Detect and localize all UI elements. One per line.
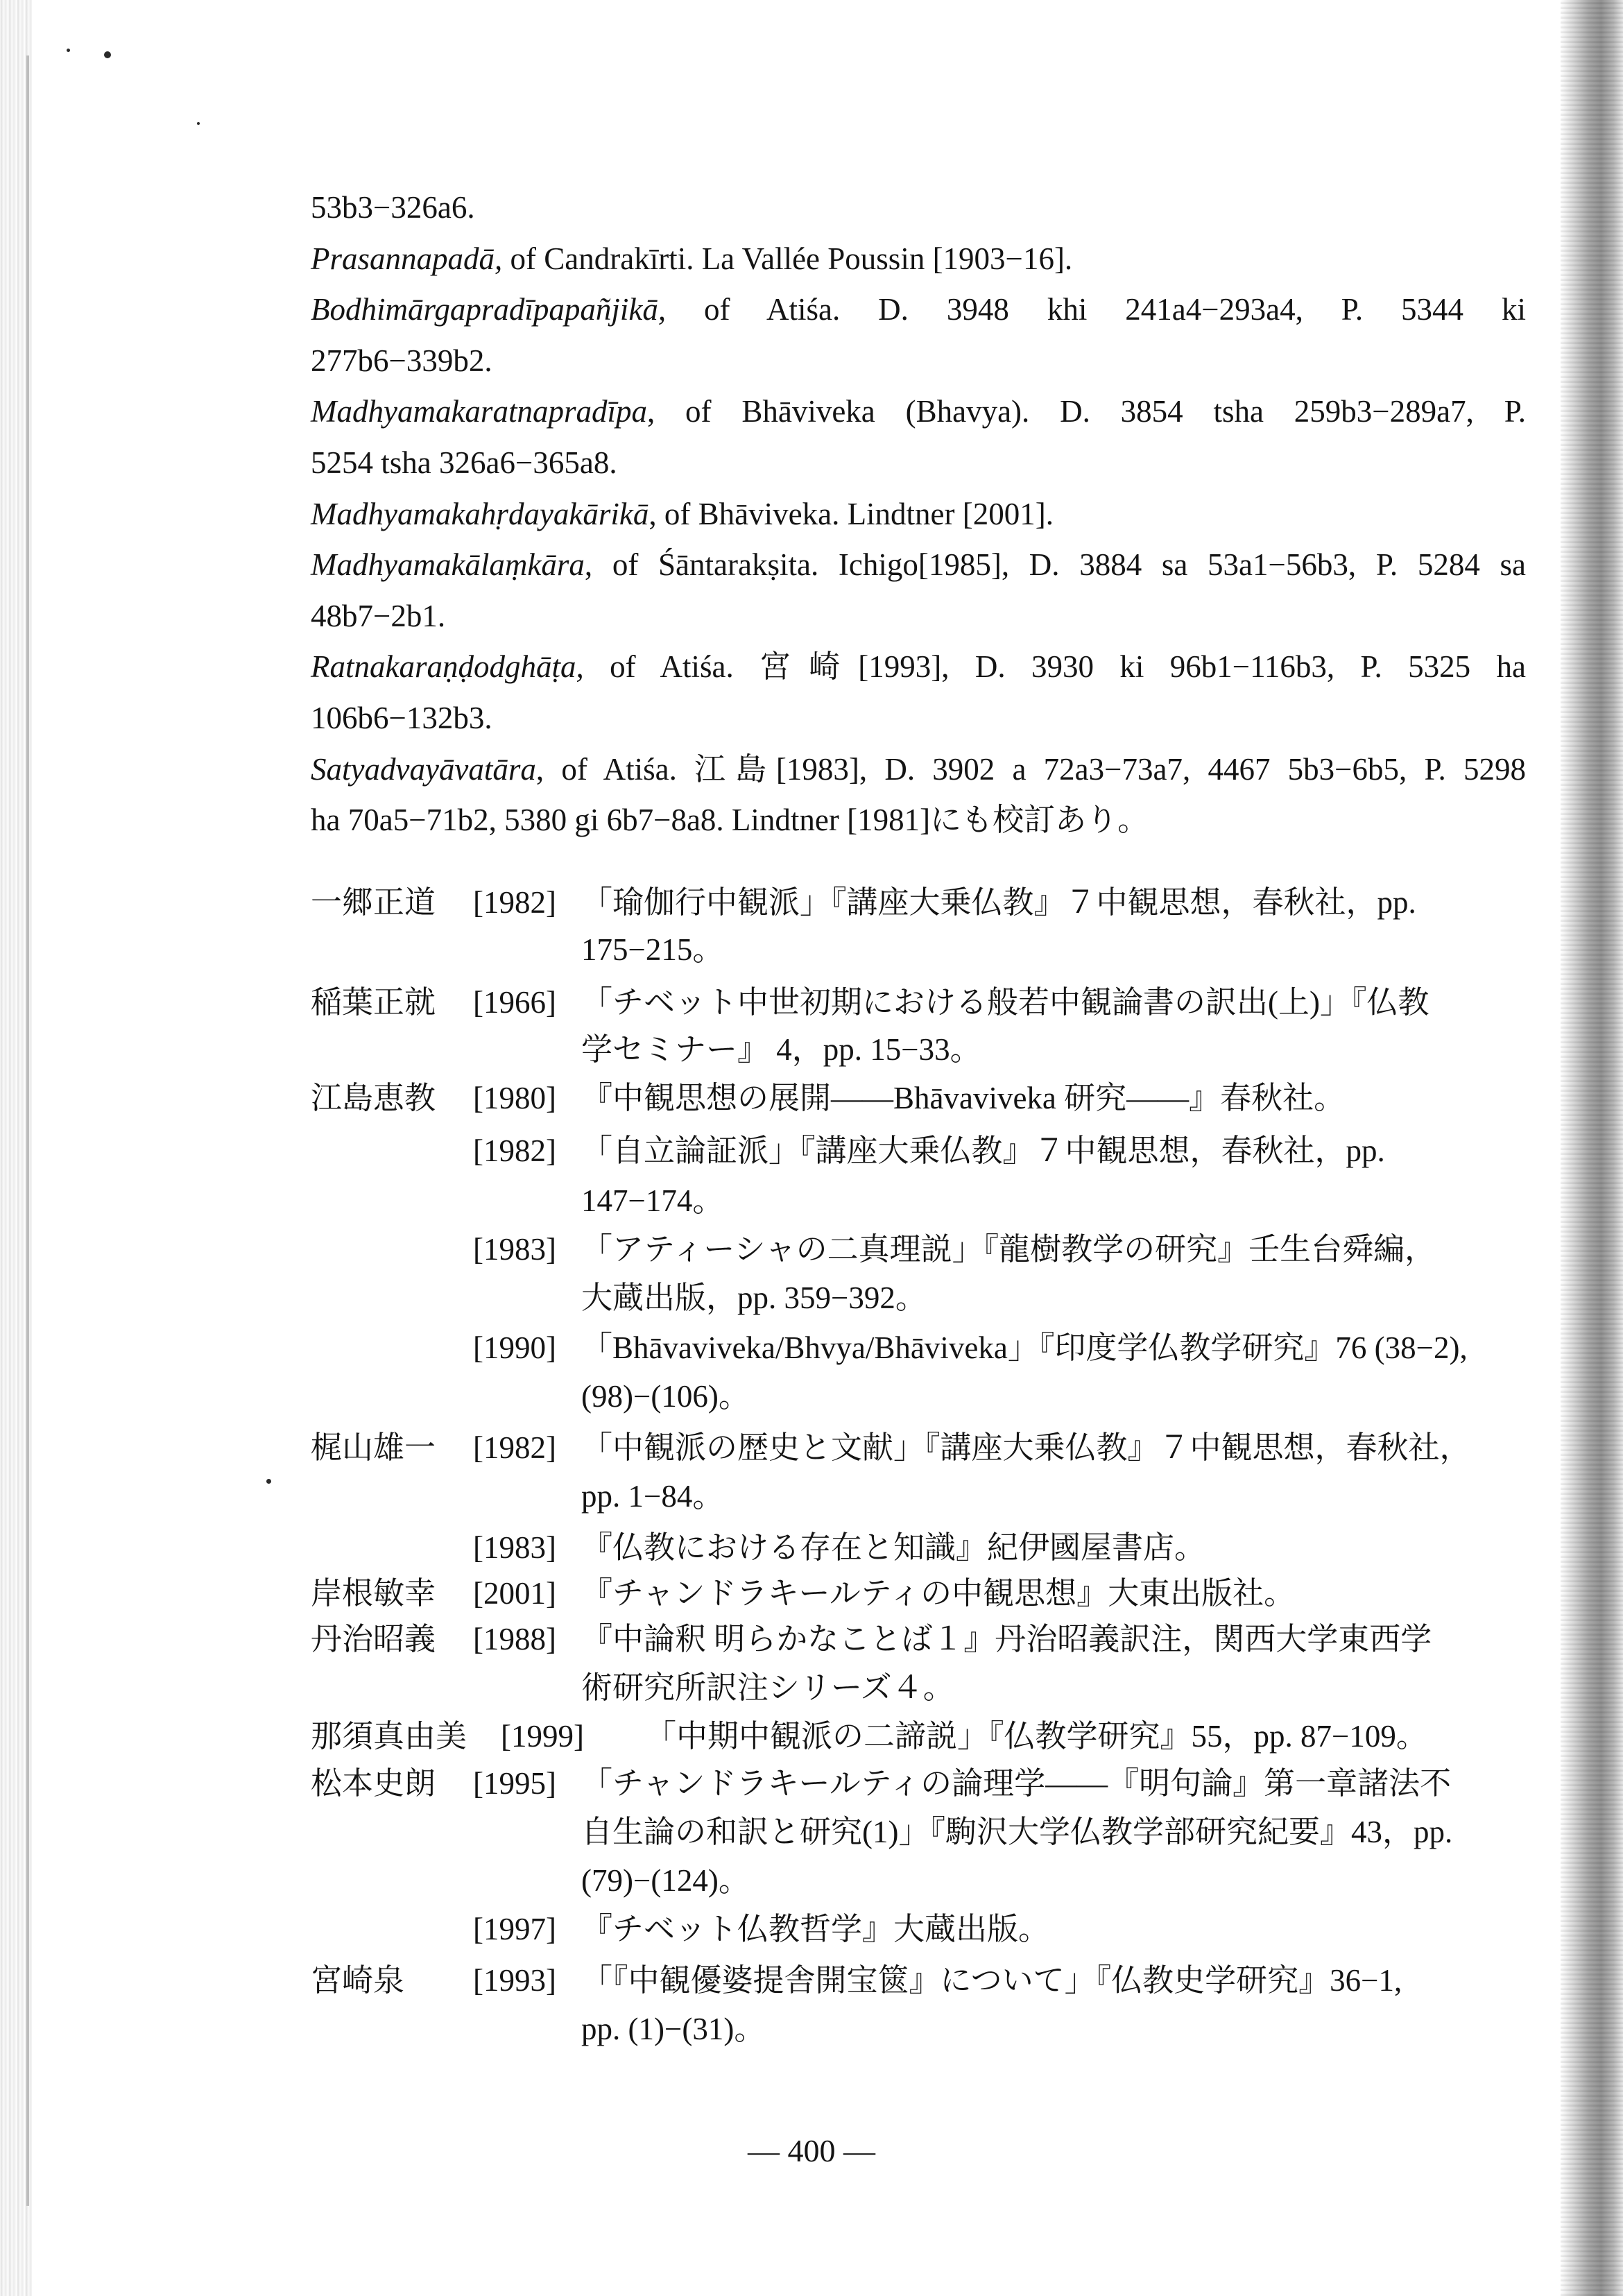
source-line — [311, 286, 1526, 332]
reference-year: [1982] — [473, 1430, 556, 1465]
reference-year: [1990] — [473, 1330, 556, 1365]
reference-year: [1982] — [473, 885, 556, 920]
scan-binding-line — [26, 55, 29, 2206]
source-detail: , of Bhāviveka. Lindtner [2001]. — [649, 496, 1054, 531]
source-detail: 5254 tsha 326a6−365a8. — [311, 445, 617, 480]
source-title: Prasannapadā, — [311, 241, 503, 276]
scan-speck — [266, 1479, 271, 1484]
page-number: — 400 — — [748, 2133, 875, 2168]
source-title: Satyadvayāvatāra — [311, 751, 536, 787]
source-line — [311, 593, 1526, 639]
reference-text-continued: 大蔵出版，pp. 359−392。 — [581, 1280, 927, 1315]
source-line — [311, 797, 1526, 843]
reference-text-continued: 自生論の和訳と研究(1)」『駒沢大学仏教学部研究紀要』43，pp. — [581, 1815, 1453, 1849]
reference-text-continued: (98)−(106)。 — [581, 1379, 750, 1414]
source-line — [311, 695, 1526, 741]
reference-author: 丹治昭義 — [311, 1622, 436, 1656]
source-title: Ratnakaraṇḍodghāṭa, — [311, 649, 584, 685]
reference-text: 「中期中観派の二諦説」『仏教学研究』55，pp. 87−109。 — [645, 1719, 1427, 1754]
scan-speck — [197, 122, 200, 125]
reference-text: 『中論釈 明らかなことば１』丹治昭義訳注，関西大学東西学 — [581, 1622, 1432, 1656]
source-line — [311, 644, 1526, 689]
reference-text-continued: (79)−(124)。 — [581, 1863, 750, 1898]
reference-text: 「瑜伽行中観派」『講座大乗仏教』７中観思想，春秋社，pp. — [581, 885, 1416, 920]
reference-text-continued: pp. (1)−(31)。 — [581, 2012, 766, 2046]
reference-text: 「チベット中世初期における般若中観論書の訳出(上)」『仏教 — [581, 985, 1429, 1020]
reference-author: 岸根敏幸 — [311, 1576, 436, 1611]
source-title: Madhyamakālaṃkāra — [311, 547, 585, 583]
reference-author: 松本史朗 — [311, 1766, 436, 1801]
source-detail: 277b6−339b2. — [311, 343, 492, 378]
source-line — [311, 236, 1526, 282]
reference-text-continued: pp. 1−84。 — [581, 1479, 724, 1514]
reference-text-continued: 147−174。 — [581, 1183, 724, 1218]
source-title: Bodhimārgapradīpapañjikā, — [311, 292, 667, 327]
scan-edge-noise — [1561, 0, 1623, 2296]
source-line — [311, 388, 1526, 434]
reference-year: [1997] — [473, 1912, 556, 1946]
reference-text: 「『中観優婆提舎開宝篋』について」『仏教史学研究』36−1, — [581, 1963, 1402, 1998]
reference-text-continued: 術研究所訳注シリーズ４。 — [581, 1670, 954, 1705]
source-line — [311, 542, 1526, 588]
reference-text: 『チャンドラキールティの中観思想』大東出版社。 — [581, 1576, 1296, 1611]
reference-text: 「中観派の歴史と文献」『講座大乗仏教』７中観思想，春秋社， — [581, 1430, 1471, 1465]
source-detail: , of Atiśa. 江島[1983], D. 3902 a 72a3−73a7, 4467 5b3−6b5, P. 5298 — [535, 751, 1526, 787]
reference-year: [1983] — [473, 1232, 556, 1267]
reference-year: [1982] — [473, 1133, 556, 1168]
reference-text: 「自立論証派」『講座大乗仏教』７中観思想，春秋社，pp. — [581, 1133, 1385, 1168]
reference-text: 『チベット仏教哲学』大蔵出版。 — [581, 1912, 1050, 1946]
source-detail: of Atiśa. 宮崎[1993], D. 3930 ki 96b1−116b3, P. 5325 ha — [583, 649, 1526, 685]
reference-author: 宮崎泉 — [311, 1963, 405, 1998]
reference-author: 江島恵教 — [311, 1081, 436, 1115]
reference-text-continued: 学セミナー』 4，pp. 15−33。 — [581, 1032, 981, 1067]
source-title: Madhyamakahṛdayakārikā — [311, 496, 649, 531]
source-line — [311, 746, 1526, 792]
source-detail: 48b7−2b1. — [311, 598, 446, 633]
source-line — [311, 338, 1526, 384]
reference-year: [1988] — [473, 1622, 556, 1656]
reference-year: [1993] — [473, 1963, 556, 1998]
reference-text: 『中観思想の展開――Bhāvaviveka 研究――』春秋社。 — [581, 1081, 1346, 1115]
reference-year: [1966] — [473, 985, 556, 1020]
reference-author: 那須真由美 — [311, 1719, 467, 1754]
reference-text: 『仏教における存在と知識』紀伊國屋書店。 — [581, 1530, 1206, 1565]
reference-author: 梶山雄一 — [311, 1430, 436, 1465]
source-detail: of Atiśa. D. 3948 khi 241a4−293a4, P. 5344 ki — [666, 292, 1526, 327]
source-detail: ha 70a5−71b2, 5380 gi 6b7−8a8. Lindtner [1981]にも校訂あり。 — [311, 803, 1149, 838]
source-detail: 53b3−326a6. — [311, 190, 475, 225]
reference-year: [1980] — [473, 1081, 556, 1115]
source-detail: 106b6−132b3. — [311, 701, 492, 735]
reference-text: 「Bhāvaviveka/Bhvya/Bhāviveka」『印度学仏教学研究』76 (38−2), — [581, 1330, 1468, 1365]
scan-speck — [67, 49, 70, 52]
reference-text-continued: 175−215。 — [581, 932, 724, 967]
source-line — [311, 185, 1526, 230]
reference-year: [1995] — [473, 1766, 556, 1801]
source-title: Madhyamakaratnapradīpa — [311, 394, 647, 429]
source-detail: , of Bhāviveka (Bhavya). D. 3854 tsha 259b3−289a7, P. — [646, 394, 1526, 429]
reference-text: 「チャンドラキールティの論理学――『明句論』第一章諸法不 — [581, 1766, 1452, 1801]
reference-text: 「アティーシャの二真理説」『龍樹教学の研究』壬生台舜編， — [581, 1232, 1436, 1267]
source-line — [311, 491, 1526, 537]
reference-year: [2001] — [473, 1576, 556, 1611]
reference-author: 一郷正道 — [311, 885, 436, 920]
reference-year: [1983] — [473, 1530, 556, 1565]
source-detail: , of Śāntarakṣita. Ichigo[1985], D. 3884 sa 53a1−56b3, P. 5284 sa — [584, 547, 1526, 583]
reference-author: 稲葉正就 — [311, 985, 436, 1020]
scan-speck — [104, 51, 111, 58]
reference-year: [1999] — [501, 1719, 584, 1754]
source-detail: of Candrakīrti. La Vallée Poussin [1903−16]. — [502, 241, 1073, 276]
source-line — [311, 440, 1526, 486]
